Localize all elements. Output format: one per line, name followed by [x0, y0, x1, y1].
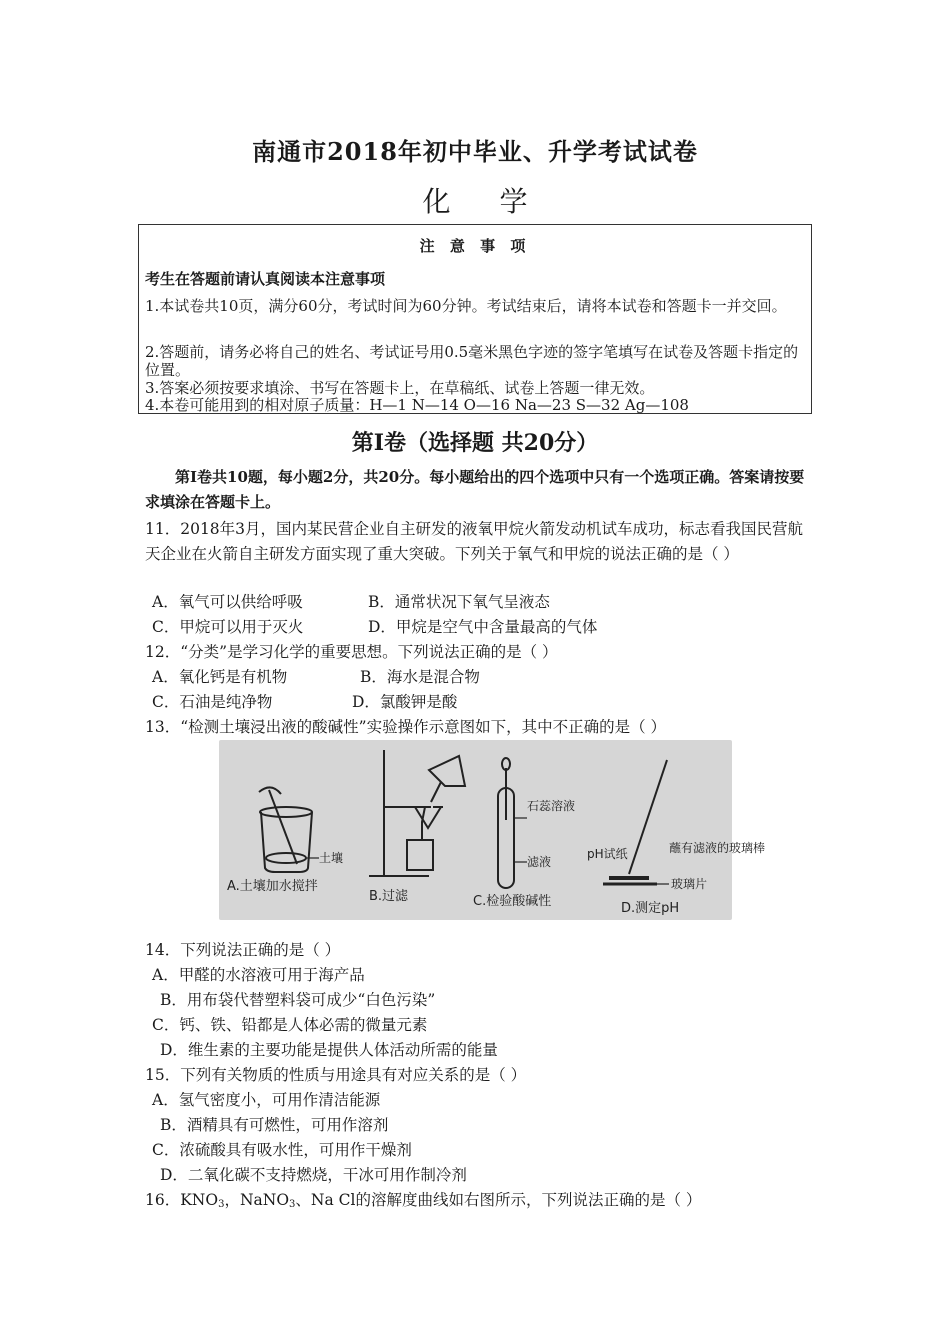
q14-option-a: A．甲醛的水溶液可用于海产品: [152, 966, 365, 984]
q12-option-a: A．氧化钙是有机物: [152, 668, 288, 686]
fig-label-a: A.土壤加水搅拌: [227, 879, 318, 894]
glass-rod: [629, 760, 667, 874]
fig-filtrate: 滤液: [527, 855, 552, 869]
q16-sub-2: 3: [289, 1199, 296, 1210]
experiment-figure: [219, 740, 766, 920]
q16-stem: [145, 1189, 701, 1216]
fig-label-c: C.检验酸碱性: [473, 894, 552, 909]
q16-prefix: 16．KNO: [145, 1191, 219, 1209]
experiment-drawing: [219, 740, 766, 920]
q11-stem: 11．2018年3月，国内某民营企业自主研发的液氧甲烷火箭发动机试车成功，标志看我国民营航天企业在火箭自主研发方面实现了重大突破。下列关于氧气和甲烷的说法正确的是（ ）: [145, 520, 804, 563]
q16-sub-1: 3: [218, 1199, 225, 1210]
fig-glass: 玻璃片: [671, 877, 708, 891]
q11-option-a: A．氧气可以供给呼吸: [152, 593, 303, 611]
q13-stem: 13．“检测土壤浸出液的酸碱性”实验操作示意图如下，其中不正确的是（ ）: [145, 718, 667, 736]
fig-litmus: 石蕊溶液: [527, 799, 576, 813]
q11-option-d: D．甲烷是空气中含量最高的气体: [368, 618, 598, 636]
notice-item-2: 2.答题前，请务必将自己的姓名、考试证号用0.5毫米黑色字迹的签字笔填写在试卷及答题卡指定的位置。: [145, 343, 799, 379]
notice-intro: 考生在答题前请认真阅读本注意事项: [145, 270, 386, 288]
q12-option-d: D．氯酸钾是酸: [352, 693, 458, 711]
q14-stem: 14．下列说法正确的是（ ）: [145, 941, 341, 959]
q12-option-b: B．海水是混合物: [360, 668, 480, 686]
fig-label-d: D.测定pH: [621, 901, 680, 916]
q15-option-b: B．酒精具有可燃性，可用作溶剂: [160, 1116, 389, 1134]
q15-option-c: C．浓硫酸具有吸水性，可用作干燥剂: [152, 1141, 412, 1159]
funnel-cone: [415, 807, 441, 828]
section-instruction: 第Ⅰ卷共10题，每小题2分，共20分。每小题给出的四个选项中只有一个选项正确。答案请按要求填涂在答题卡上。: [145, 468, 805, 511]
q16-suffix: 、Na Cl的溶解度曲线如右图所示，下列说法正确的是（ ）: [295, 1191, 702, 1209]
q12-option-c: C．石油是纯净物: [152, 693, 273, 711]
soil-layer: [266, 853, 306, 863]
beaker-a-rim: [260, 807, 312, 817]
q14-option-b: B．用布袋代替塑料袋可成少“白色污染”: [160, 991, 436, 1009]
fig-label-b: B.过滤: [369, 889, 409, 904]
q14-option-c: C．钙、铁、铅都是人体必需的微量元素: [152, 1016, 428, 1034]
q15-option-a: A．氢气密度小，可用作清洁能源: [152, 1091, 381, 1109]
pouring-beaker: [429, 756, 465, 786]
fig-rod: 蘸有滤液的玻璃棒: [669, 841, 766, 855]
q14-option-d: D．维生素的主要功能是提供人体活动所需的能量: [160, 1041, 498, 1059]
notice-item-1: 1.本试卷共10页，满分60分，考试时间为60分钟。考试结束后，请将本试卷和答题卡一并交回。: [145, 297, 787, 315]
section-title: 第Ⅰ卷（选择题 共20分）: [351, 430, 599, 456]
fig-soil: 土壤: [319, 851, 344, 865]
subject-title: 化 学: [422, 185, 548, 218]
q15-stem: 15．下列有关物质的性质与用途具有对应关系的是（ ）: [145, 1066, 527, 1084]
pour-rod: [431, 782, 441, 802]
notice-item-4: 4.本卷可能用到的相对原子质量：H—1 N—14 O—16 Na—23 S—32 Ag—108: [145, 396, 689, 414]
q15-option-d: D．二氧化碳不支持燃烧，干冰可用作制冷剂: [160, 1166, 467, 1184]
exam-title: 南通市2018年初中毕业、升学考试试卷: [252, 137, 698, 166]
notice-box: [138, 224, 812, 414]
q11-option-c: C．甲烷可以用于灭火: [152, 618, 304, 636]
q11-option-b: B．通常状况下氧气呈液态: [368, 593, 550, 611]
funnel-stem-right: [415, 807, 425, 840]
fig-ph-paper: pH试纸: [587, 847, 628, 861]
receiving-beaker: [407, 840, 433, 870]
notice-item-3: 3.答案必须按要求填涂、书写在答题卡上，在草稿纸、试卷上答题一律无效。: [145, 379, 655, 397]
notice-heading: 注 意 事 项: [419, 237, 531, 255]
q12-stem: 12．“分类”是学习化学的重要思想。下列说法正确的是（ ）: [145, 643, 558, 661]
q16-mid: ，NaNO: [224, 1191, 290, 1209]
